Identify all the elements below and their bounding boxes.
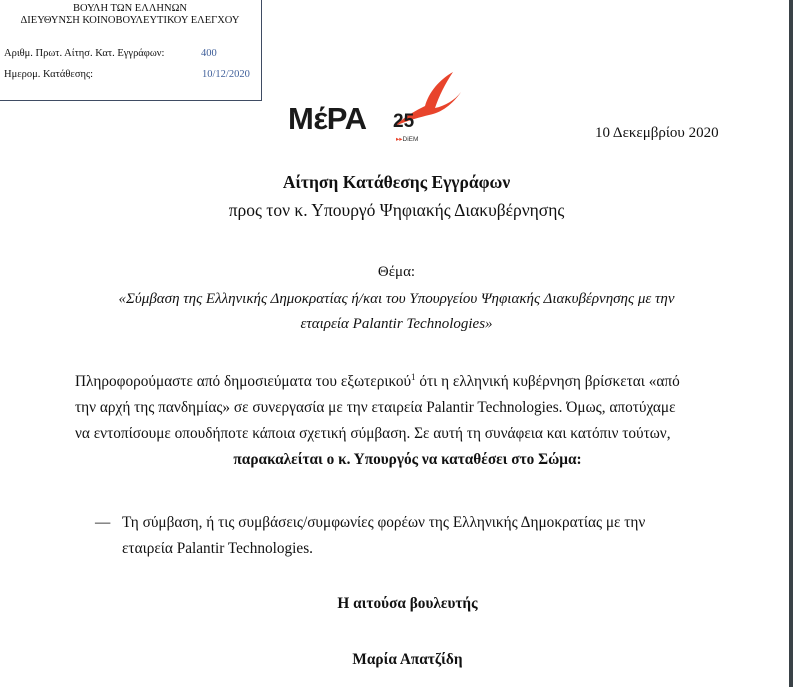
document-title: Αίτηση Κατάθεσης Εγγράφων: [282, 172, 511, 192]
logo-wordmark: ΜέΡΑ: [288, 101, 367, 136]
subject-line-1: «Σύμβαση της Ελληνικής Δημοκρατίας ή/και του Υπουργείου Ψηφιακής Διακυβέρνησης με την: [118, 291, 675, 307]
logo-diem: [396, 135, 418, 143]
scrollbar-edge[interactable]: [789, 0, 793, 687]
stamp-org-line2: ΔΙΕΥΘΥΝΣΗ ΚΟΙΝΟΒΟΥΛΕΥΤΙΚΟΥ ΕΛΕΓΧΟΥ: [20, 15, 240, 26]
request-line: παρακαλείται ο κ. Υπουργός να καταθέσει στο Σώμα:: [233, 451, 582, 468]
logo-number: 25: [393, 111, 415, 132]
registry-stamp-box: [0, 0, 262, 101]
stamp-date-row: [4, 69, 255, 83]
body-line-1-a: Πληροφορούμαστε από δημοσιεύματα του εξωτερικού: [75, 373, 412, 390]
signature-role: Η αιτούσα βουλευτής: [337, 595, 478, 612]
body-line-1: [75, 373, 735, 391]
body-line-3: να εντοπίσουμε οπουδήποτε κάποια σχετική σύμβαση. Σε αυτή τη συνάφεια και κατόπιν τούτων,: [75, 425, 671, 442]
subject-line-2: εταιρεία Palantir Technologies»: [300, 316, 493, 332]
body-line-2: την αρχή της πανδημίας» σε συνεργασία με την εταιρεία Palantir Technologies. Όμως, αποτύχαμε: [75, 399, 676, 416]
party-logo: [285, 68, 460, 148]
filing-date-label: Ημερομ. Κατάθεσης:: [4, 69, 94, 80]
diem-arrows-icon: ▸▸: [396, 136, 403, 143]
list-item-line-2: εταιρεία Palantir Technologies.: [122, 540, 314, 557]
document-subtitle: προς τον κ. Υπουργό Ψηφιακής Διακυβέρνησης: [228, 200, 565, 220]
stamp-protocol-row: [4, 48, 255, 62]
diem-label: DiEM: [402, 136, 419, 143]
list-item-line-1: Τη σύμβαση, ή τις συμβάσεις/συμφωνίες φορέων της Ελληνικής Δημοκρατίας με την: [122, 514, 646, 531]
document-date: 10 Δεκεμβρίου 2020: [595, 125, 719, 141]
signature-name: Μαρία Απατζίδη: [352, 651, 463, 668]
dash-bullet-icon: —: [95, 514, 111, 531]
filing-date-value: 10/12/2020: [202, 69, 250, 80]
subject-label: Θέμα:: [377, 264, 416, 280]
body-line-1-b: ότι η ελληνική κυβέρνηση βρίσκεται «από: [415, 373, 680, 390]
protocol-label: Αριθμ. Πρωτ. Αίτησ. Κατ. Εγγράφων:: [4, 48, 165, 59]
footnote-reference[interactable]: 1: [411, 372, 416, 382]
stamp-header: [0, 3, 261, 27]
protocol-value: 400: [201, 48, 217, 59]
stamp-org-line1: ΒΟΥΛΗ ΤΩΝ ΕΛΛΗΝΩΝ: [73, 3, 187, 14]
